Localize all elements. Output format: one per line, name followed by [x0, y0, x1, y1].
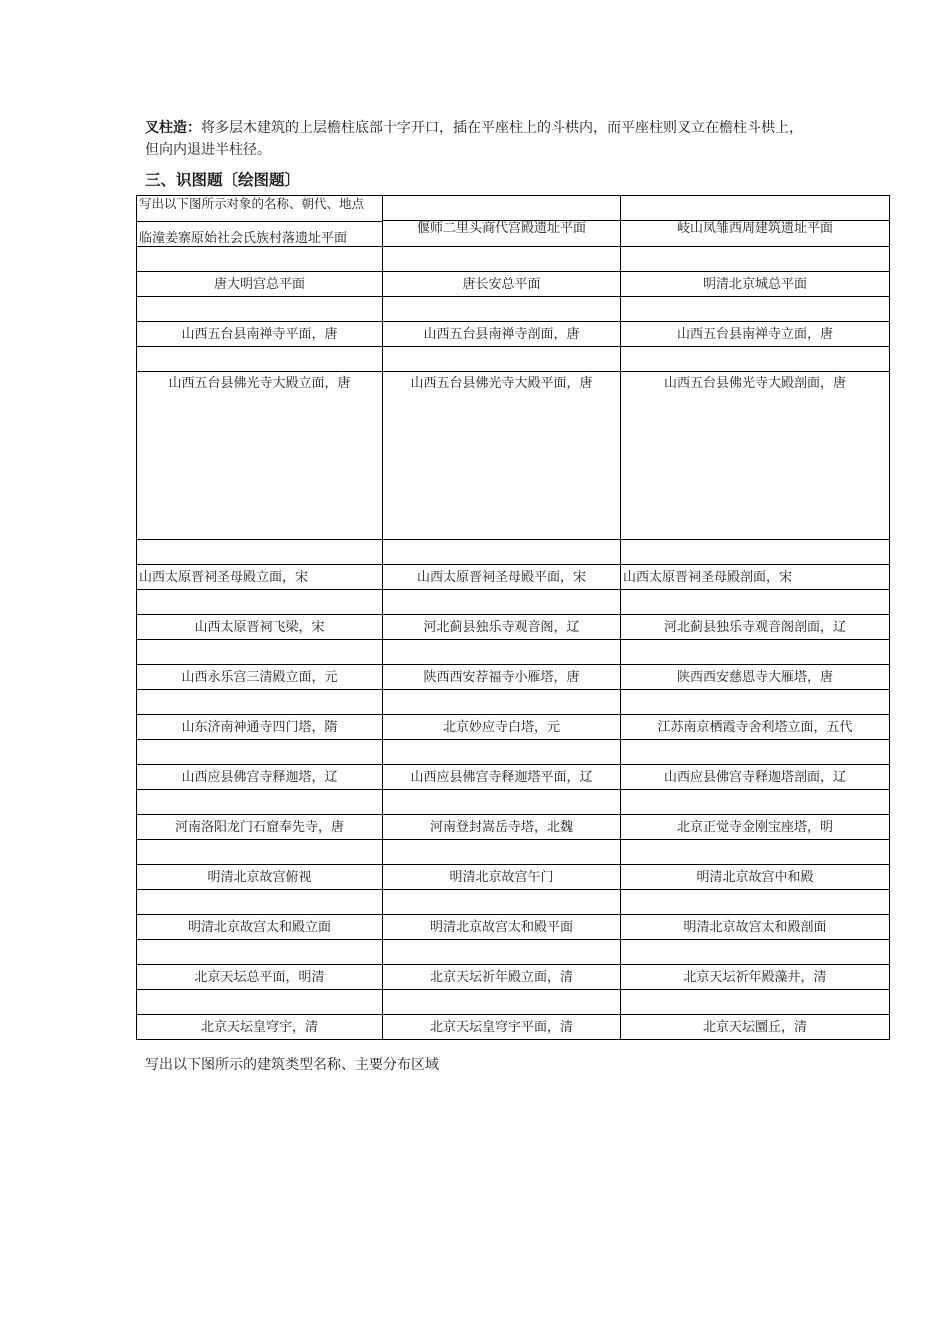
table-cell: 北京天坛祈年殿立面，清	[383, 965, 621, 990]
table-cell	[383, 840, 621, 865]
table-cell: 山西太原晋祠圣母殿平面，宋	[383, 565, 621, 590]
table-cell: 江苏南京栖霞寺舍利塔立面，五代	[621, 715, 890, 740]
table-row-spacer	[137, 740, 890, 765]
section-title: 三、识图题〔绘图题〕	[145, 171, 301, 189]
table-cell	[383, 640, 621, 665]
table-row	[137, 372, 890, 540]
table-cell	[621, 297, 890, 322]
table-cell	[621, 247, 890, 272]
table-cell: 明清北京故宫中和殿	[621, 865, 890, 890]
table-cell	[383, 247, 621, 272]
table-row	[137, 965, 890, 990]
table-cell	[621, 790, 890, 815]
table-cell	[137, 540, 383, 565]
table-cell	[621, 740, 890, 765]
table-cell: 陕西西安荐福寺小雁塔，唐	[383, 665, 621, 690]
table-cell	[137, 790, 383, 815]
table-cell	[621, 940, 890, 965]
table-row-spacer	[137, 840, 890, 865]
table-cell	[621, 990, 890, 1015]
table-cell	[383, 347, 621, 372]
table-row-spacer	[137, 640, 890, 665]
definition-paragraph	[145, 117, 815, 161]
table-row-spacer	[137, 590, 890, 615]
table-cell: 临潼姜寨原始社会氏族村落遗址平面	[137, 222, 383, 247]
table-cell: 河南洛阳龙门石窟奉先寺，唐	[137, 815, 383, 840]
table-cell	[383, 790, 621, 815]
table-cell	[137, 247, 383, 272]
table-cell: 山西应县佛宫寺释迦塔平面，辽	[383, 765, 621, 790]
table-row	[137, 815, 890, 840]
table-cell: 唐长安总平面	[383, 272, 621, 297]
table-cell: 山西五台县南禅寺平面，唐	[137, 322, 383, 347]
definition-term: 叉柱造：	[145, 120, 201, 136]
table-intro-cell: 写出以下图所示对象的名称、朝代、地点	[137, 196, 383, 222]
table-cell	[621, 590, 890, 615]
table-cell	[137, 590, 383, 615]
table-cell: 山西太原晋祠圣母殿立面，宋	[137, 565, 383, 590]
table-cell	[137, 297, 383, 322]
table-cell: 山东济南神通寺四门塔，隋	[137, 715, 383, 740]
table-cell	[621, 890, 890, 915]
table-row-spacer	[137, 347, 890, 372]
table-cell: 河北蓟县独乐寺观音阁剖面，辽	[621, 615, 890, 640]
table-row	[137, 865, 890, 890]
table-cell	[383, 297, 621, 322]
table-cell	[383, 740, 621, 765]
table-cell	[621, 640, 890, 665]
table-row	[137, 915, 890, 940]
table-cell: 山西太原晋祠圣母殿剖面，宋	[621, 565, 890, 590]
table-cell: 明清北京城总平面	[621, 272, 890, 297]
table-cell: 山西五台县佛光寺大殿剖面，唐	[621, 372, 890, 540]
table-cell	[383, 940, 621, 965]
table-cell	[137, 347, 383, 372]
table-row-spacer	[137, 990, 890, 1015]
table-cell	[137, 840, 383, 865]
table-cell: 山西应县佛宫寺释迦塔剖面，辽	[621, 765, 890, 790]
table-row	[137, 565, 890, 590]
table-cell	[621, 840, 890, 865]
table-cell: 明清北京故宫太和殿剖面	[621, 915, 890, 940]
table-cell	[137, 940, 383, 965]
table-cell: 明清北京故宫太和殿立面	[137, 915, 383, 940]
table-cell	[621, 540, 890, 565]
table-row-spacer	[137, 940, 890, 965]
table-cell: 明清北京故宫午门	[383, 865, 621, 890]
table-row-spacer	[137, 247, 890, 272]
table-cell: 陕西西安慈恩寺大雁塔，唐	[621, 665, 890, 690]
table-cell	[383, 890, 621, 915]
table-row-spacer	[137, 790, 890, 815]
table-cell: 北京正觉寺金刚宝座塔，明	[621, 815, 890, 840]
table-cell	[383, 590, 621, 615]
table-cell: 北京天坛皇穹宇，清	[137, 1015, 383, 1040]
table-row-spacer	[137, 540, 890, 565]
table-row-spacer	[137, 890, 890, 915]
table-cell: 山西五台县佛光寺大殿立面，唐	[137, 372, 383, 540]
table-cell: 偃师二里头商代宫殿遗址平面	[383, 221, 621, 247]
table-cell	[621, 347, 890, 372]
table-cell	[383, 540, 621, 565]
table-cell: 明清北京故宫太和殿平面	[383, 915, 621, 940]
table-cell	[137, 890, 383, 915]
table-row	[137, 322, 890, 347]
table-cell: 山西五台县南禅寺剖面，唐	[383, 322, 621, 347]
table-cell: 北京天坛皇穹宇平面，清	[383, 1015, 621, 1040]
table-cell	[137, 990, 383, 1015]
table-cell: 唐大明宫总平面	[137, 272, 383, 297]
table-row	[137, 1015, 890, 1040]
table-row	[137, 765, 890, 790]
table-row-spacer	[137, 690, 890, 715]
table-cell	[137, 740, 383, 765]
table-row	[137, 272, 890, 297]
table-cell	[383, 990, 621, 1015]
table-row	[137, 715, 890, 740]
table-cell: 山西太原晋祠飞梁，宋	[137, 615, 383, 640]
table-cell	[137, 690, 383, 715]
table-cell: 河南登封嵩岳寺塔，北魏	[383, 815, 621, 840]
table-cell	[621, 690, 890, 715]
table-cell	[137, 640, 383, 665]
table-cell	[621, 196, 890, 221]
definition-text: 将多层木建筑的上层檐柱底部十字开口，插在平座柱上的斗栱内，而平座柱则叉立在檐柱斗栱上，但向内退进半柱径。	[145, 120, 803, 158]
table-cell: 山西五台县南禅寺立面，唐	[621, 322, 890, 347]
table-cell: 山西五台县佛光寺大殿平面，唐	[383, 372, 621, 540]
table-cell	[383, 690, 621, 715]
table-row	[137, 665, 890, 690]
table-cell: 山西应县佛宫寺释迦塔，辽	[137, 765, 383, 790]
table-cell: 河北蓟县独乐寺观音阁，辽	[383, 615, 621, 640]
table-cell: 北京天坛圜丘，清	[621, 1015, 890, 1040]
table-cell: 岐山凤雏西周建筑遗址平面	[621, 221, 890, 247]
table-cell: 山西永乐宫三清殿立面，元	[137, 665, 383, 690]
table-cell: 北京妙应寺白塔，元	[383, 715, 621, 740]
table-cell: 北京天坛祈年殿藻井，清	[621, 965, 890, 990]
footer-prompt: 写出以下图所示的建筑类型名称、主要分布区域	[145, 1057, 439, 1073]
table-row-spacer	[137, 297, 890, 322]
table-row	[137, 615, 890, 640]
table-row-intro	[137, 196, 890, 221]
identification-table	[136, 195, 890, 1040]
table-cell: 明清北京故宫俯视	[137, 865, 383, 890]
table-cell: 北京天坛总平面，明清	[137, 965, 383, 990]
table-cell	[383, 196, 621, 221]
